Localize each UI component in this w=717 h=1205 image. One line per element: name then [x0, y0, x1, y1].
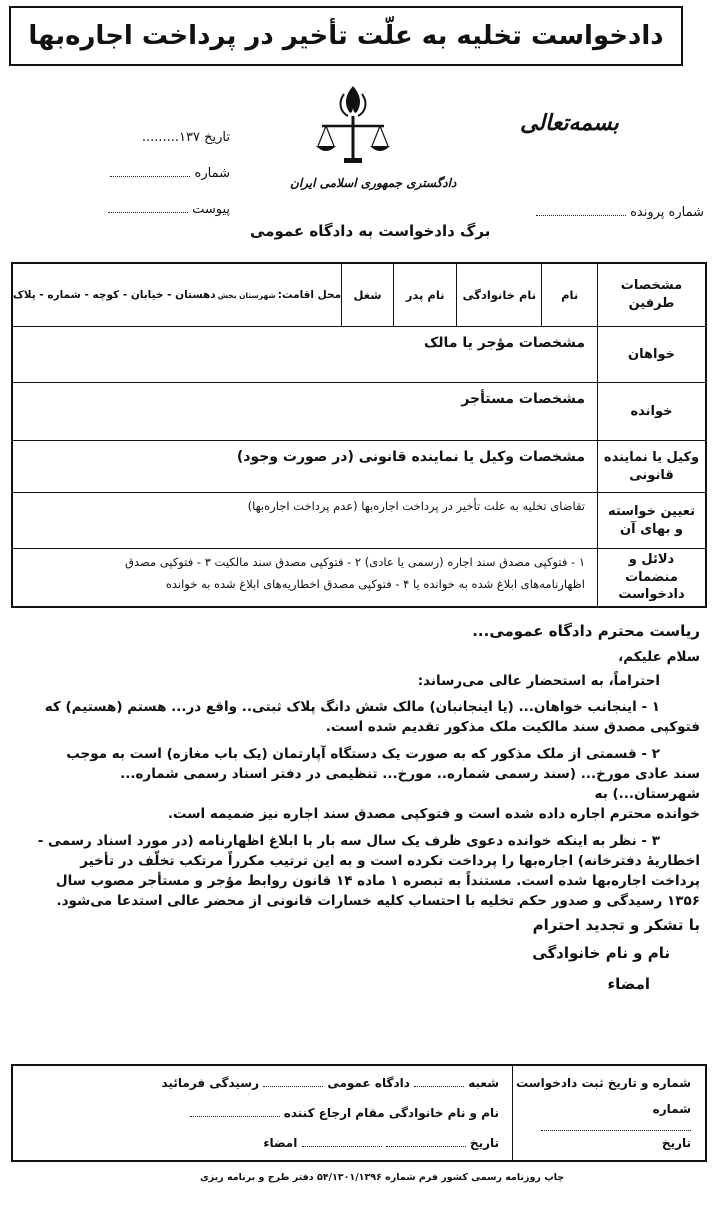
lawyer-value: مشخصات وکیل یا نماینده قانونی (در صورت وجود) [236, 449, 585, 465]
claim-value: تقاضای تخلیه به علت تأخیر در پرداخت اجاره‌بها (عدم پرداخت اجاره‌بها) [247, 499, 585, 513]
evidence-row [13, 548, 705, 606]
p2-line3: خوانده محترم اجاره داده شده است و فتوکپی مصدق سند اجاره نیز ضمیمه است. [167, 806, 700, 823]
reg-label: شماره و تاریخ ثبت دادخواست [516, 1076, 691, 1090]
reg-dots [541, 1130, 691, 1131]
date-label: تاریخ [204, 130, 230, 145]
date2-dots [386, 1146, 466, 1147]
parties-label: مشخصات طرفین [597, 264, 705, 326]
p1-line2: فتوکپی مصدق سند مالکیت ملک مذکور تقدیم شده است. [325, 719, 700, 736]
sign-label: امضاء [263, 1136, 298, 1150]
p2-line1: ۲ - قسمتی از ملک مذکور که به صورت یک دستگاه آپارتمان (یک باب مغازه) است به موجب [66, 745, 660, 762]
judiciary-emblem-icon [308, 80, 398, 170]
p3-line1: ۳ - نظر به اینکه خوانده دعوی ظرف یک سال سه بار با ابلاغ اظهارنامه (در مورد اسناد رسمی - [37, 832, 660, 849]
salutation: ریاست محترم دادگاه عمومی... [472, 622, 700, 640]
number-label: شماره [194, 166, 230, 181]
file-number-line [494, 205, 704, 220]
col-address [13, 264, 341, 326]
registration-box [11, 1064, 707, 1162]
file-number-label: شماره پرونده [630, 205, 704, 220]
col-name: نام [541, 264, 597, 326]
reg-date-line [662, 1136, 691, 1150]
emblem-label: دادگستری جمهوری اسلامی ایران [290, 176, 457, 190]
date-line [80, 130, 230, 145]
lawyer-row [13, 440, 705, 493]
branch-dots [414, 1086, 464, 1087]
document-title: دادخواست تخلیه به علّت تأخیر در پرداخت اجاره‌بها [9, 6, 683, 66]
reg-number-label: شماره [652, 1102, 691, 1116]
court-dots [263, 1086, 323, 1087]
evidence-line-1: ۱ - فتوکپی مصدق سند اجاره (رسمی یا عادی) ۲ - فتوکپی مصدق سند مالکیت ۳ - فتوکپی مصدق [125, 555, 585, 569]
signature: امضاء [607, 974, 650, 993]
plaintiff-label: خواهان [597, 327, 705, 383]
p3-line4: ۱۳۵۶ رسیدگی و صدور حکم تخلیه با احتساب کلیه خسارات قانونی از محضر عالی استدعا می‌شود. [56, 893, 700, 910]
reg-date-label: تاریخ [661, 1136, 691, 1150]
p3-line3: پرداخت اجاره‌بها شده است. مستنداً به تبصره ۱ ماده ۱۴ قانون روابط مؤجر و مستأجر مصوب سال [55, 873, 700, 889]
col-family: نام خانوادگی [456, 264, 541, 326]
referrer-dots [190, 1116, 280, 1117]
file-number-dots [536, 215, 626, 216]
col-father: نام پدر [393, 264, 456, 326]
number-dots [110, 176, 190, 177]
parties-columns [13, 264, 597, 326]
defendant-row [13, 382, 705, 441]
attachment-label: پیوست [192, 202, 230, 217]
attachment-dots [108, 212, 188, 213]
plaintiff-value: مشخصات مؤجر یا مالک [423, 335, 585, 351]
claim-row [13, 492, 705, 549]
print-footer: چاپ روزنامه رسمی کشور فرم شماره ۵۴/۱۳۰۱/۱۳۹۶ دفتر طرح و برنامه ریزی [200, 1172, 565, 1183]
referrer-label: نام و نام خانوادگی مقام ارجاع کننده [283, 1106, 499, 1120]
defendant-value: مشخصات مستأجر [461, 391, 585, 407]
review-text: رسیدگی فرمائید [161, 1076, 259, 1090]
sign-line [19, 1136, 499, 1150]
branch-label: شعبه [468, 1076, 499, 1090]
number-line [80, 166, 230, 181]
referrer-line [19, 1106, 499, 1120]
address-small: شهرستان بخش [217, 290, 276, 300]
sign-dots [302, 1146, 382, 1147]
reg-number-line [653, 1102, 691, 1116]
registration-divider [512, 1066, 513, 1160]
date-value: ۱۳۷......... [141, 130, 200, 145]
p2-line2: سند عادی مورخ... (سند رسمی شماره.. مورخ... تنظیمی در دفتر اسناد رسمی شماره... شهرستان...) به [120, 765, 700, 802]
plaintiff-row [13, 326, 705, 383]
evidence-value [13, 549, 597, 606]
p1-line1: ۱ - اینجانب خواهان... (یا اینجانبان) مالک شش دانگ پلاک ثبتی.. واقع در... هستم (هستیم) که [44, 699, 660, 715]
letter-body [28, 620, 700, 995]
branch-line [19, 1076, 499, 1090]
name-line: نام و نام خانوادگی [532, 944, 670, 962]
defendant-label: خوانده [597, 383, 705, 441]
address-rest: دهستان - خیابان - کوچه - شماره - پلاک [12, 289, 216, 301]
col-job: شغل [341, 264, 393, 326]
claim-label: تعیین خواسته و بهای آن [597, 493, 705, 549]
date2-label: تاریخ [469, 1136, 499, 1150]
p3-line2: اخطاریهٔ دفترخانه) اجاره‌بها را پرداخت نکرده است و به این ترتیب مکرراً مرتکب تخلّف در تأخیر [80, 852, 700, 869]
intro: احتراماً، به استحضار عالی می‌رساند: [417, 672, 660, 689]
bismillah-heading: بسمه‌تعالی [520, 110, 619, 136]
evidence-line-2: اظهارنامه‌های ابلاغ شده به خوانده یا ۴ - فتوکپی مصدق اخطاریه‌های ابلاغ شده به خوانده [165, 576, 585, 591]
closing: با تشکر و تجدید احترام [532, 915, 700, 934]
parties-row [13, 264, 705, 326]
petition-table [11, 262, 707, 608]
court-text: دادگاه عمومی [327, 1076, 410, 1090]
evidence-label: دلائل و منضمات دادخواست [597, 549, 705, 606]
court-form-label: برگ دادخواست به دادگاه عمومی [250, 222, 491, 240]
lawyer-label: وکیل یا نماینده قانونی [597, 441, 705, 493]
address-prefix: محل اقامت: [277, 289, 342, 301]
greeting: سلام علیکم، [618, 648, 700, 665]
attachment-line [80, 202, 230, 217]
